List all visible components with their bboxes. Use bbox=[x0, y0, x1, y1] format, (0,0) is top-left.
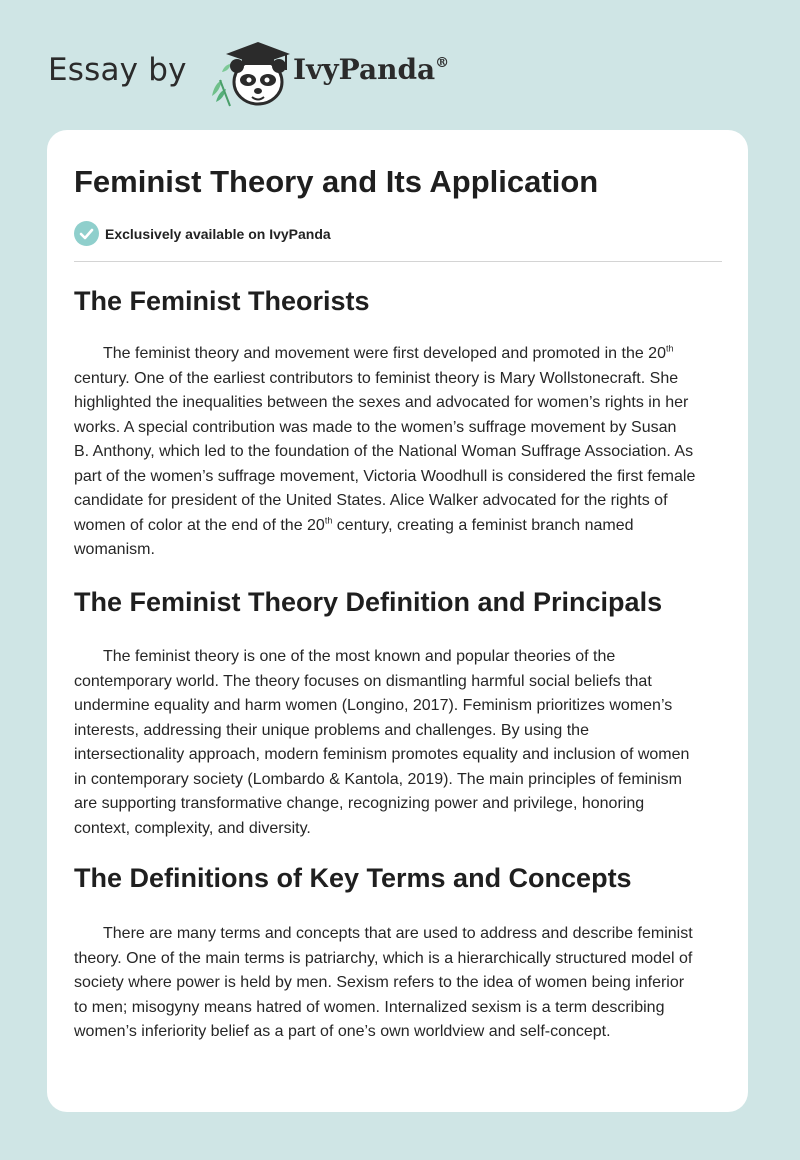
line-text: in contemporary society (Lombardo & Kantola, 2019). The main principles of feminism bbox=[74, 770, 682, 788]
paragraph-line bbox=[74, 489, 724, 514]
section-paragraph bbox=[74, 922, 724, 1045]
page-title: Feminist Theory and Its Application bbox=[74, 164, 599, 199]
line-text: works. A special contribution was made to the women’s suffrage movement by Susan bbox=[74, 418, 677, 436]
line-text: context, complexity, and diversity. bbox=[74, 819, 311, 837]
paragraph-line bbox=[74, 670, 724, 695]
divider bbox=[74, 261, 722, 262]
paragraph-line bbox=[74, 743, 724, 768]
paragraph-line bbox=[74, 1020, 724, 1045]
section-heading: The Feminist Theory Definition and Principals bbox=[74, 587, 663, 617]
exclusive-badge bbox=[74, 221, 474, 247]
paragraph-line bbox=[74, 538, 724, 563]
line-text: century. One of the earliest contributors to feminist theory is Mary Wollstonecraft. She bbox=[74, 369, 679, 387]
line-text: The feminist theory is one of the most known and popular theories of the bbox=[103, 648, 616, 665]
line-text: women of color at the end of the 20 bbox=[74, 516, 325, 534]
essay-card bbox=[47, 130, 748, 1112]
paragraph-line bbox=[74, 694, 724, 719]
paragraph-line bbox=[74, 391, 724, 416]
paragraph-line bbox=[74, 416, 724, 441]
brand-header bbox=[48, 34, 508, 114]
paragraph-line bbox=[74, 514, 724, 539]
paragraph-line bbox=[74, 719, 724, 744]
section-heading: The Feminist Theorists bbox=[74, 286, 370, 316]
line-text: candidate for president of the United States. Alice Walker advocated for the rights of bbox=[74, 492, 668, 509]
section-heading: The Definitions of Key Terms and Concepts bbox=[74, 863, 632, 893]
line-text: highlighted the inequalities between the sexes and advocated for women’s rights in her bbox=[74, 394, 689, 411]
section-paragraph bbox=[74, 342, 724, 563]
line-text: society where power is held by men. Sexism refers to the idea of women being inferior bbox=[74, 974, 685, 991]
paragraph-line bbox=[74, 367, 724, 392]
paragraph-line bbox=[74, 768, 724, 793]
line-text: contemporary world. The theory focuses on dismantling harmful social beliefs that bbox=[74, 672, 652, 690]
line-text: B. Anthony, which led to the foundation of the National Woman Suffrage Association. As bbox=[74, 443, 694, 460]
brand-prefix: Essay by bbox=[48, 52, 187, 88]
line-text: theory. One of the main terms is patriarchy, which is a hierarchically structured model of bbox=[74, 949, 693, 967]
paragraph-line bbox=[74, 922, 724, 947]
ordinal-suffix: th bbox=[324, 515, 333, 526]
brand-name: IvyPanda® bbox=[293, 53, 450, 86]
line-text: part of the women’s suffrage movement, Victoria Woodhull is considered the first female bbox=[74, 467, 696, 485]
line-text: There are many terms and concepts that are used to address and describe feminist bbox=[103, 925, 693, 942]
paragraph-line bbox=[74, 792, 724, 817]
line-text: to men; misogyny means hatred of women. Internalized sexism is a term describing bbox=[74, 998, 665, 1016]
paragraph-line bbox=[74, 342, 724, 367]
line-text: undermine equality and harm women (Longino, 2017). Feminism prioritizes women’s bbox=[74, 697, 673, 714]
paragraph-line bbox=[74, 817, 724, 842]
paragraph-line bbox=[74, 645, 724, 670]
paragraph-line bbox=[74, 440, 724, 465]
check-circle-icon bbox=[74, 221, 99, 246]
paragraph-line bbox=[74, 947, 724, 972]
section-paragraph bbox=[74, 645, 724, 841]
line-text: womanism. bbox=[74, 541, 155, 558]
paragraph-line bbox=[74, 971, 724, 996]
paragraph-line bbox=[74, 996, 724, 1021]
line-text: intersectionality approach, modern feminism promotes equality and inclusion of women bbox=[74, 746, 690, 763]
line-text: are supporting transformative change, recognizing power and privilege, honoring bbox=[74, 795, 645, 812]
line-text: interests, addressing their unique problems and challenges. By using the bbox=[74, 721, 589, 739]
ordinal-suffix: th bbox=[665, 343, 674, 354]
panda-graduate-icon bbox=[204, 36, 290, 110]
line-text: century, creating a feminist branch named bbox=[332, 516, 634, 534]
exclusive-label: Exclusively available on IvyPanda bbox=[105, 226, 331, 242]
paragraph-line bbox=[74, 465, 724, 490]
line-text: women’s inferiority belief as a part of one’s own worldview and self-concept. bbox=[74, 1023, 611, 1040]
line-text: The feminist theory and movement were first developed and promoted in the 20 bbox=[103, 345, 666, 362]
